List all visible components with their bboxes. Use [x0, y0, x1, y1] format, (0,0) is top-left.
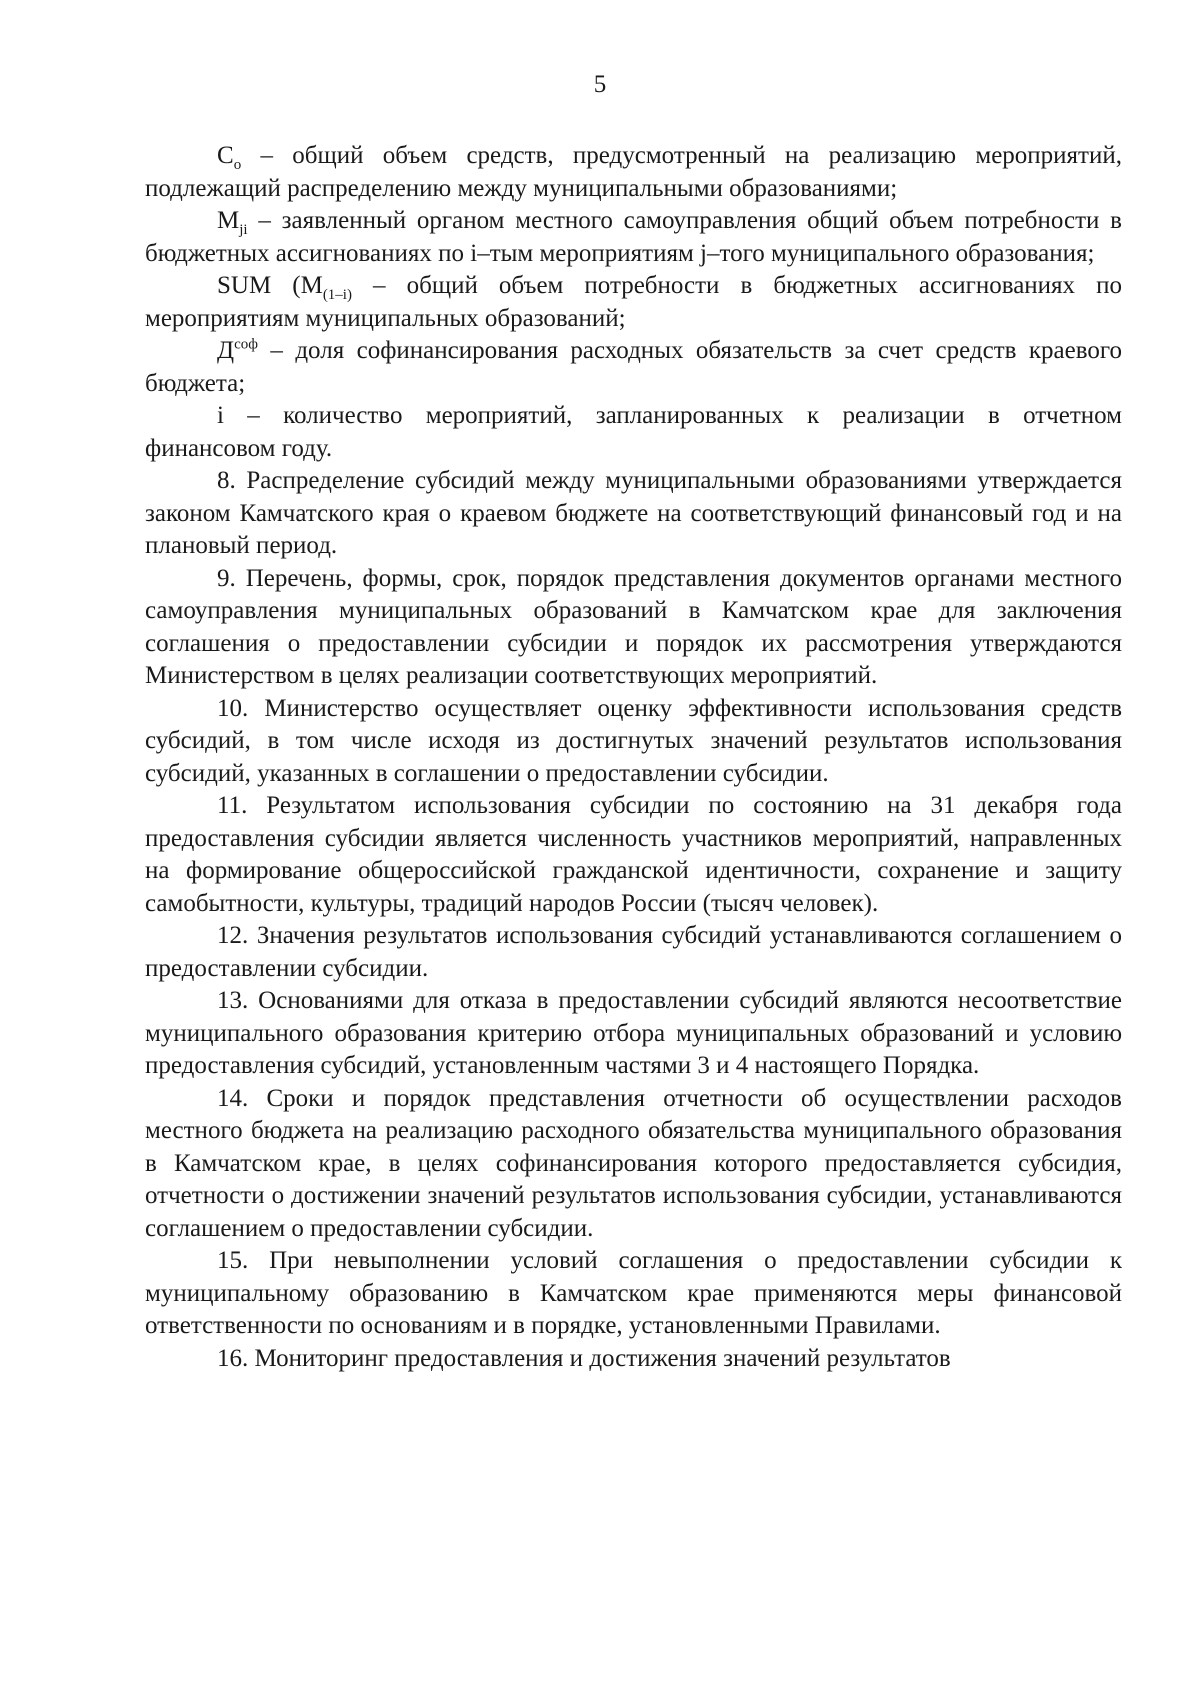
clause-9: 9. Перечень, формы, срок, порядок представления документов органами местного самоуправления муниципальных образований в Камчатском крае для заключения соглашения о предоставлении субсидии и порядок их рассмотрения утверждаются Министерством в целях реализации соответствующих мероприятий. [145, 564, 1122, 689]
definition-i: i – количество мероприятий, запланированных к реализации в отчетном финансовом году. [145, 402, 1122, 462]
variable-symbol: $Д^{соф}$ [217, 336, 258, 364]
clause-8: 8. Распределение субсидий между муниципальными образованиями утверждается законом Камчатского края о краевом бюджете на соответствующий финансовый год и на плановый период. [145, 467, 1122, 559]
definition-sum: SUM ($M_{(1-i)}$ – общий объем потребности в бюджетных ассигнованиях по мероприятиям муниципальных образований; [145, 272, 1122, 332]
page-number: 5 [593, 71, 607, 98]
variable-symbol: $M_{ji}$ [217, 207, 248, 238]
clause-11: 11. Результатом использования субсидии по состоянию на 31 декабря года предоставления субсидии является численность участников мероприятий, направленных на формирование общероссийской гражданской идентичности, сохранение и защиту самобытности, культуры, традиций народов России (тысяч человек). [145, 792, 1122, 917]
variable-symbol: $С_о$ [217, 142, 242, 173]
clause-10: 10. Министерство осуществляет оценку эффективности использования средств субсидий, в том числе исходя из достигнутых значений результатов использования субсидий, указанных в соглашении о предоставлении субсидии. [145, 694, 1122, 787]
clause-12: 12. Значения результатов использования субсидий устанавливаются соглашением о предоставлении субсидии. [145, 922, 1122, 982]
clause-16: 16. Мониторинг предоставления и достижения значений результатов [217, 1344, 951, 1372]
clause-15: 15. При невыполнении условий соглашения о предоставлении субсидии к муниципальному образованию в Камчатском крае применяются меры финансовой ответственности по основаниям и в порядке, установленными Правилами. [145, 1247, 1122, 1339]
document-body [145, 140, 1122, 1375]
definition-co: $С_о$ – общий объем средств, предусмотренный на реализацию мероприятий, подлежащий распределению между муниципальными образованиями; [145, 142, 1122, 202]
clause-13: 13. Основаниями для отказа в предоставлении субсидий являются несоответствие муниципального образования критерию отбора муниципальных образований и условию предоставления субсидий, установленным частями 3 и 4 настоящего Порядка. [145, 987, 1122, 1079]
definition-mji: $M_{ji}$ – заявленный органом местного самоуправления общий объем потребности в бюджетных ассигнованиях по i–тым мероприятиям j–того муниципального образования; [145, 207, 1122, 267]
definition-dsof: $Д^{соф}$ – доля софинансирования расходных обязательств за счет средств краевого бюджета; [145, 336, 1122, 397]
variable-symbol: SUM ($M_{(1-i)}$ [217, 272, 352, 303]
clause-14: 14. Сроки и порядок представления отчетности об осуществлении расходов местного бюджета на реализацию расходного обязательства муниципального образования в Камчатском крае, в целях софинансирования которого предоставляется субсидия, отчетности о достижении значений результатов использования субсидии, устанавливаются соглашением о предоставлении субсидии. [145, 1084, 1122, 1242]
